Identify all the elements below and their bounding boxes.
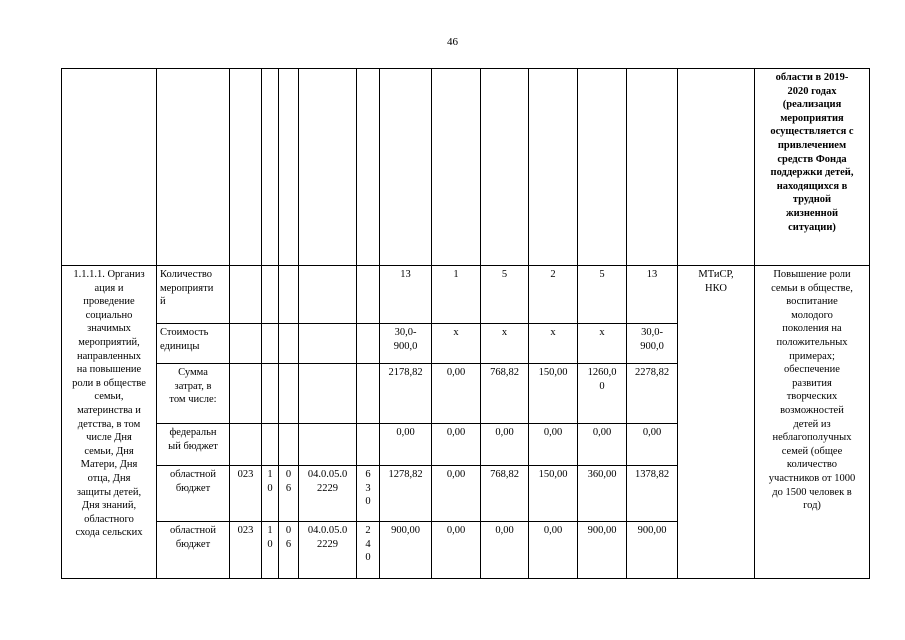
- result-line: до 1500 человек в: [772, 486, 852, 498]
- funding-note-line: области в 2019-: [775, 72, 849, 83]
- budget-code-cell: [299, 324, 357, 364]
- value-cell: [432, 522, 481, 579]
- funding-note-line: мероприятия: [780, 112, 844, 124]
- activity-name-line: роли в обществе: [72, 377, 146, 389]
- budget-code-cell: [357, 364, 380, 424]
- budget-code: 04.0.05.0 2229: [307, 525, 348, 550]
- budget-code-cell: [299, 522, 357, 579]
- value: 768,82: [490, 367, 519, 378]
- value-cell: [529, 266, 578, 324]
- indicator-line: федеральн: [169, 427, 217, 438]
- value-cell: [578, 466, 627, 522]
- indicator-line: Стоимость: [160, 327, 209, 338]
- value-cell: [481, 424, 529, 466]
- activity-name-line: социально: [85, 309, 133, 321]
- executor-line: НКО: [705, 282, 727, 294]
- indicator-line: бюджет: [175, 482, 211, 494]
- activity-name-line: отца, Дня: [87, 472, 131, 484]
- value: 30,0- 900,0: [393, 327, 418, 352]
- result-line: семьи в обществе,: [771, 282, 853, 294]
- value-cell: [432, 266, 481, 324]
- budget-code: 2 4 0: [365, 525, 371, 564]
- indicator-line: Сумма: [178, 367, 208, 378]
- budget-code-cell: [357, 324, 380, 364]
- value-cell: [380, 364, 432, 424]
- budget-code-cell: [299, 424, 357, 466]
- value-cell: [627, 522, 678, 579]
- header-continuation-row: [62, 69, 870, 266]
- value: 1278,82: [388, 469, 423, 480]
- value: 0,00: [446, 427, 466, 438]
- activity-name-line: материнства и: [77, 404, 141, 416]
- budget-code-cell: [299, 266, 357, 324]
- budget-code-cell: [230, 266, 262, 324]
- budget-code-cell: [262, 364, 279, 424]
- value: 0,00: [642, 427, 662, 438]
- value: 0,00: [446, 469, 466, 480]
- value: 0,00: [495, 427, 514, 438]
- value: 5: [599, 269, 605, 280]
- value-cell: [578, 266, 627, 324]
- value: 2178,82: [388, 367, 423, 378]
- indicator-line: затрат, в: [174, 380, 212, 392]
- value-cell: [578, 522, 627, 579]
- value-cell: [578, 324, 627, 364]
- value: 1378,82: [634, 469, 670, 480]
- result-line: поколения на: [782, 323, 842, 335]
- activity-name-line: областного: [84, 513, 134, 525]
- value: х: [453, 327, 459, 338]
- budget-code-cell: [230, 424, 262, 466]
- value: 768,82: [490, 469, 519, 480]
- indicator-line: областной: [170, 525, 216, 536]
- result-line: год): [803, 500, 821, 512]
- budget-code-cell: [279, 424, 299, 466]
- table-row: [62, 266, 870, 324]
- funding-note-line: осуществляется с: [770, 126, 854, 138]
- result-line: возможностей: [780, 404, 844, 416]
- value: 2278,82: [634, 367, 670, 378]
- indicator-line: ый бюджет: [168, 440, 218, 452]
- value-cell: [578, 364, 627, 424]
- budget-code-cell: [279, 324, 299, 364]
- budget-code-cell: [279, 522, 299, 579]
- result-line: воспитание: [786, 296, 838, 308]
- value-cell: [380, 424, 432, 466]
- value-cell: [529, 424, 578, 466]
- indicator-cell: [157, 466, 230, 522]
- indicator-cell: [157, 266, 230, 324]
- value-cell: [380, 266, 432, 324]
- indicator-cell: [157, 364, 230, 424]
- budget-code: 023: [237, 525, 254, 536]
- value: 1: [453, 269, 459, 280]
- result-line: семей (общее: [781, 445, 843, 457]
- budget-code: 1 0: [267, 525, 273, 550]
- result-line: участников от 1000: [768, 472, 856, 484]
- value: 0,00: [543, 427, 563, 438]
- value: 2: [550, 269, 556, 280]
- budget-code: 04.0.05.0 2229: [307, 469, 348, 494]
- budget-code: 0 6: [285, 525, 292, 550]
- value-cell: [481, 266, 529, 324]
- budget-code-cell: [279, 466, 299, 522]
- activity-name-line: семьи,: [94, 391, 124, 403]
- value: 13: [646, 269, 658, 280]
- funding-note-line: привлечением: [777, 139, 847, 151]
- value-cell: [627, 364, 678, 424]
- value-cell: [380, 324, 432, 364]
- value-cell: [529, 522, 578, 579]
- value-cell: [432, 364, 481, 424]
- result-line: количество: [786, 459, 838, 471]
- value: 0,00: [592, 427, 612, 438]
- activity-name-line: числе Дня: [86, 432, 132, 444]
- funding-note-line: поддержки детей,: [770, 167, 854, 179]
- indicator-cell: [157, 324, 230, 364]
- budget-code-cell: [262, 266, 279, 324]
- funding-note-line: трудной: [792, 194, 832, 206]
- activity-name-line: 1.1.1.1. Организ: [73, 269, 145, 280]
- budget-code: 6 3 0: [365, 469, 371, 508]
- funding-note-line: ситуации): [788, 221, 836, 233]
- budget-code-cell: [357, 466, 380, 522]
- activity-name-line: направленных: [77, 350, 141, 362]
- indicator-line: Количество: [160, 269, 213, 280]
- indicator-line: й: [160, 296, 166, 308]
- budget-code-cell: [230, 364, 262, 424]
- value-cell: [432, 424, 481, 466]
- value: 13: [400, 269, 411, 280]
- budget-code-cell: [262, 466, 279, 522]
- budget-code-cell: [357, 522, 380, 579]
- result-line: Повышение роли: [773, 269, 851, 280]
- funding-note-line: 2020 годах: [787, 85, 837, 97]
- activity-name-line: ация и: [94, 282, 124, 294]
- value-cell: [529, 466, 578, 522]
- value-cell: [529, 324, 578, 364]
- indicator-line: бюджет: [175, 538, 211, 550]
- program-table: [61, 68, 870, 579]
- activity-name-line: значимых: [87, 323, 131, 335]
- budget-code-cell: [357, 424, 380, 466]
- value-cell: [432, 466, 481, 522]
- value: х: [599, 327, 605, 338]
- activity-name-line: проведение: [83, 296, 135, 308]
- result-line: положительных: [776, 336, 848, 348]
- result-line: творческих: [786, 391, 838, 403]
- value: 360,00: [587, 469, 617, 480]
- budget-code-cell: [357, 266, 380, 324]
- activity-name-line: на повышение: [76, 364, 142, 376]
- value: 5: [501, 269, 508, 280]
- value: 150,00: [538, 367, 568, 378]
- indicator-line: областной: [170, 469, 216, 480]
- value-cell: [578, 424, 627, 466]
- value: 0,00: [446, 525, 466, 536]
- value-cell: [481, 364, 529, 424]
- value-cell: [627, 424, 678, 466]
- indicator-line: единицы: [160, 340, 200, 352]
- budget-code-cell: [262, 522, 279, 579]
- indicator-line: мероприяти: [160, 282, 214, 294]
- value-cell: [380, 466, 432, 522]
- value-cell: [529, 364, 578, 424]
- executor-line: МТиСР,: [698, 269, 734, 280]
- activity-name-line: защиты детей,: [76, 486, 142, 498]
- activity-name-line: Дня знаний,: [81, 500, 137, 512]
- value-cell: [627, 324, 678, 364]
- funding-note-line: жизненной: [786, 207, 838, 219]
- result-line: молодого: [791, 309, 833, 321]
- indicator-line: том числе:: [169, 394, 217, 406]
- funding-note-line: находящихся в: [776, 180, 848, 192]
- budget-code-cell: [230, 324, 262, 364]
- value-cell: [627, 466, 678, 522]
- result-line: примерах;: [789, 350, 835, 362]
- value: 0,00: [495, 525, 514, 536]
- activity-name-line: Матери, Дня: [80, 459, 138, 471]
- value: 900,00: [637, 525, 667, 536]
- value: 900,00: [391, 525, 420, 536]
- budget-code-cell: [299, 466, 357, 522]
- value-cell: [481, 466, 529, 522]
- value-cell: [627, 266, 678, 324]
- activity-name-cell: [62, 266, 157, 579]
- budget-code-cell: [279, 364, 299, 424]
- value-cell: [380, 522, 432, 579]
- indicator-cell: [157, 522, 230, 579]
- budget-code-cell: [230, 466, 262, 522]
- value: х: [550, 327, 556, 338]
- value: 0,00: [446, 367, 466, 378]
- value: 1260,0 0: [587, 367, 617, 392]
- activity-name-line: мероприятий,: [78, 336, 140, 348]
- funding-note-line: средств Фонда: [777, 153, 847, 165]
- budget-code-cell: [299, 364, 357, 424]
- activity-name-line: схода сельских: [75, 527, 143, 539]
- budget-code: 023: [237, 469, 254, 480]
- value: 0,00: [543, 525, 563, 536]
- page-number: 46: [447, 36, 458, 48]
- budget-code-cell: [230, 522, 262, 579]
- value-cell: [481, 522, 529, 579]
- budget-code: 0 6: [285, 469, 292, 494]
- budget-code-cell: [262, 424, 279, 466]
- value: 0,00: [396, 427, 415, 438]
- budget-code-cell: [262, 324, 279, 364]
- value-cell: [432, 324, 481, 364]
- executors-cell: [678, 266, 755, 579]
- funding-note-cell: [755, 69, 870, 266]
- result-line: развития: [792, 377, 832, 389]
- value: 30,0- 900,0: [640, 327, 664, 352]
- result-line: обеспечение: [784, 364, 840, 376]
- value: 150,00: [538, 469, 568, 480]
- result-line: неблагополучных: [772, 432, 852, 444]
- budget-code: 1 0: [267, 469, 273, 494]
- expected-result-cell: [755, 266, 870, 579]
- budget-code-cell: [279, 266, 299, 324]
- value: 900,00: [587, 525, 617, 536]
- indicator-cell: [157, 424, 230, 466]
- value: х: [501, 327, 508, 338]
- activity-name-line: семьи, Дня: [84, 445, 134, 457]
- value-cell: [481, 324, 529, 364]
- activity-name-line: детства, в том: [77, 418, 141, 430]
- funding-note-line: (реализация: [782, 99, 842, 111]
- result-line: детей из: [793, 418, 831, 430]
